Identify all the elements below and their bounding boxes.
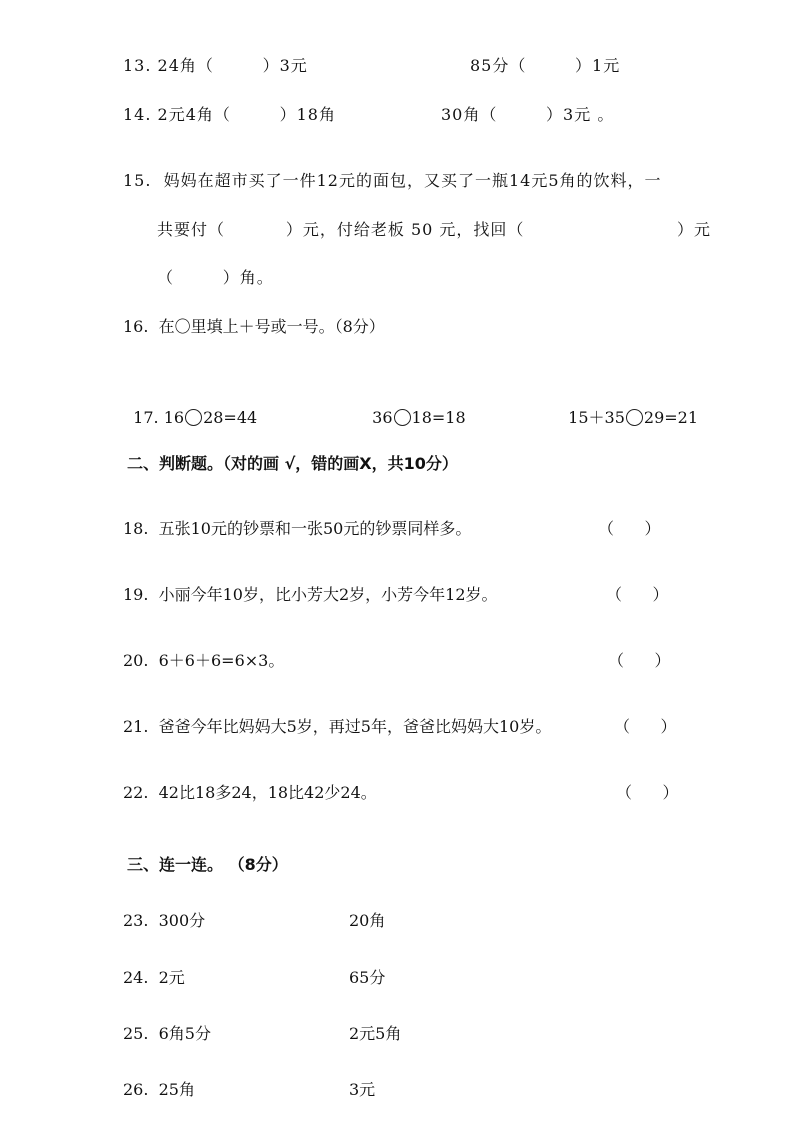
section-3-title: 三、连一连。 （8分） — [127, 855, 288, 874]
question-17-c — [558, 388, 698, 428]
question-13-right: 85分（ ）1元 — [470, 56, 621, 75]
question-14-right: 30角（ ）3元 。 — [441, 105, 615, 124]
match-left-23: 23. 300分 — [123, 911, 206, 930]
question-18: 18. 五张10元的钞票和一张50元的钞票同样多。 — [123, 519, 472, 538]
match-right-23: 20角 — [349, 911, 386, 930]
q17-c-right: 29=21 — [643, 408, 699, 427]
question-15-line3: （ ）角。 — [157, 268, 274, 287]
question-15-line1: 15. 妈妈在超市买了一件12元的面包，又买了一瓶14元5角的饮料，一 — [123, 171, 662, 190]
match-right-26: 3元 — [349, 1080, 376, 1099]
q17-a-left: 17. 16 — [133, 408, 185, 427]
blank-circle-icon — [185, 409, 202, 426]
match-left-26: 26. 25角 — [123, 1080, 195, 1099]
answer-paren-21: （ ） — [614, 717, 677, 736]
question-15-line2: 共要付（ ）元，付给老板 50 元，找回（ — [157, 220, 525, 239]
q17-a-right: 28=44 — [203, 408, 258, 427]
question-20: 20. 6＋6＋6=6×3。 — [123, 651, 285, 670]
match-right-25: 2元5角 — [349, 1024, 402, 1043]
q17-b-left: 36 — [372, 408, 393, 427]
answer-paren-18: （ ） — [598, 519, 661, 538]
question-14-left: 14. 2元4角（ ）18角 — [123, 105, 336, 124]
question-19: 19. 小丽今年10岁，比小芳大2岁，小芳今年12岁。 — [123, 585, 498, 604]
blank-circle-icon — [626, 409, 643, 426]
answer-paren-19: （ ） — [606, 585, 669, 604]
answer-paren-20: （ ） — [608, 651, 671, 670]
match-left-24: 24. 2元 — [123, 968, 185, 987]
q17-c-left: 15＋35 — [568, 408, 625, 427]
question-21: 21. 爸爸今年比妈妈大5岁，再过5年，爸爸比妈妈大10岁。 — [123, 717, 552, 736]
question-13-left: 13. 24角（ ）3元 — [123, 56, 308, 75]
blank-circle-icon — [394, 409, 411, 426]
section-2-title: 二、判断题。（对的画 √，错的画X，共10分） — [127, 454, 458, 473]
q17-b-right: 18=18 — [411, 408, 466, 427]
match-left-25: 25. 6角5分 — [123, 1024, 211, 1043]
answer-paren-22: （ ） — [616, 783, 679, 802]
question-17-b — [362, 388, 466, 428]
question-16: 16. 在〇里填上＋号或一号。（8分） — [123, 317, 385, 336]
question-15-line2-end: ）元 — [677, 220, 712, 239]
question-22: 22. 42比18多24，18比42少24。 — [123, 783, 377, 802]
question-17-a — [123, 388, 257, 428]
match-right-24: 65分 — [349, 968, 386, 987]
